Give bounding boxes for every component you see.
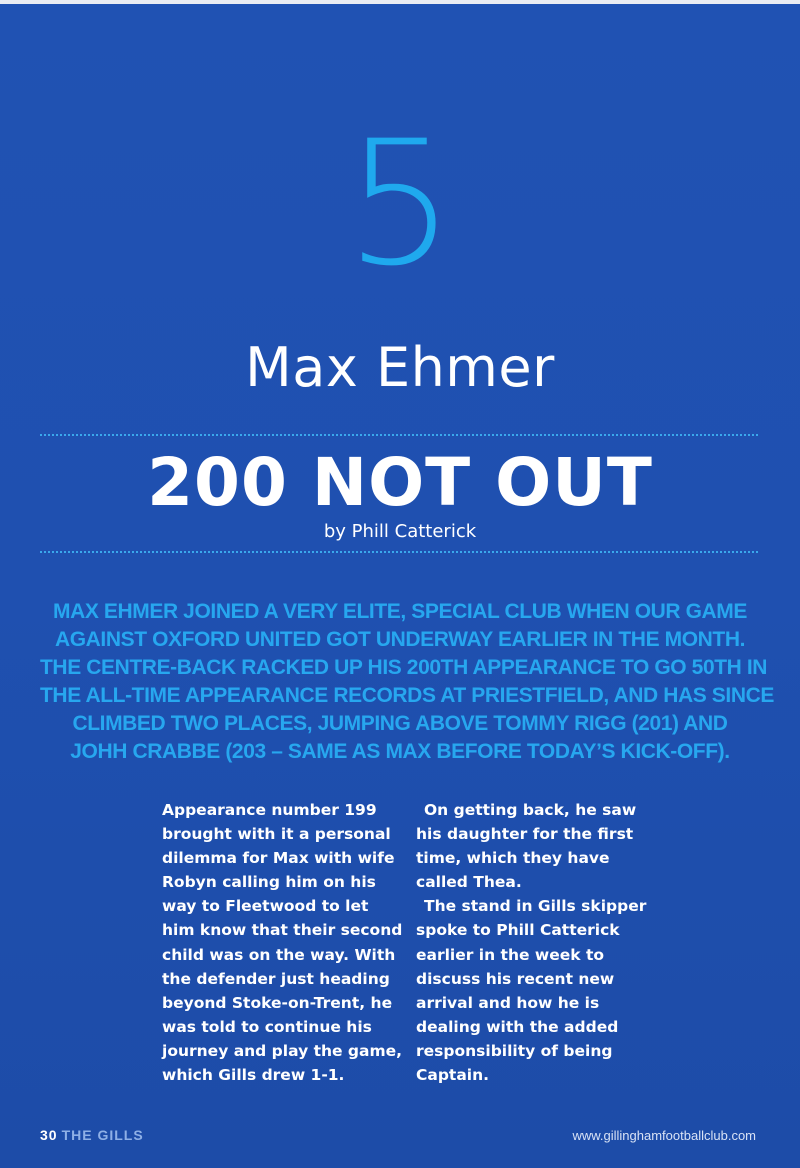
body-line: The stand in Gills skipper [424,897,647,916]
body-line: which Gills drew 1-1. [162,1066,345,1085]
body-line: beyond Stoke-on-Trent, he [162,993,393,1012]
body-line: time, which they have [416,849,610,868]
page-number: 30 [40,1127,58,1143]
intro-line: MAX EHMER JOINED A VERY ELITE, SPECIAL CLUB WHEN OUR GAME [53,600,747,623]
body-line: responsibility of being [416,1041,613,1060]
body-line: Robyn calling him on his [162,873,376,892]
body-line: him know that their second [162,921,403,940]
body-column-left [162,798,403,1087]
body-line: discuss his recent new [416,969,615,988]
intro-line: THE CENTRE-BACK RACKED UP HIS 200TH APPEARANCE TO GO 50TH IN [40,656,768,679]
body-line: earlier in the week to [416,945,604,964]
body-line: journey and play the game, [162,1041,403,1060]
dotted-divider-top [40,434,758,436]
footer-page-label [40,1127,144,1143]
body-line: On getting back, he saw [424,801,637,819]
body-line: child was on the way. With [162,945,396,964]
body-line: spoke to Phill Catterick [416,921,620,940]
article-byline: by Phill Catterick [323,521,477,542]
intro-line: THE ALL-TIME APPEARANCE RECORDS AT PRIESTFIELD, AND HAS SINCE [40,684,774,707]
body-line: his daughter for the first [416,825,634,844]
intro-line: CLIMBED TWO PLACES, JUMPING ABOVE TOMMY RIGG (201) AND [72,712,728,735]
body-line: Captain. [416,1066,490,1085]
intro-line: JOHH CRABBE (203 – SAME AS MAX BEFORE TODAY’S KICK-OFF). [70,740,730,763]
intro-paragraph [40,598,774,766]
body-line: way to Fleetwood to let [162,897,369,916]
body-line: dealing with the added [416,1017,619,1036]
player-name: Max Ehmer [245,336,555,399]
body-line: Appearance number 199 [162,801,377,819]
dotted-divider-bottom [40,551,758,553]
body-line: was told to continue his [162,1017,372,1036]
body-line: called Thea. [416,873,522,892]
magazine-title: THE GILLS [61,1127,144,1143]
intro-line: AGAINST OXFORD UNITED GOT UNDERWAY EARLIER IN THE MONTH. [54,628,746,651]
website-url: www.gillinghamfootballclub.com [572,1128,756,1143]
body-line: brought with it a personal [162,825,391,844]
body-line: arrival and how he is [416,993,600,1012]
body-column-right [416,798,656,1087]
body-line: the defender just heading [162,969,390,988]
squad-number: 5 [345,103,455,304]
article-headline: 200 NOT OUT [147,444,653,521]
body-line: dilemma for Max with wife [162,849,395,868]
page-edge [0,0,800,4]
